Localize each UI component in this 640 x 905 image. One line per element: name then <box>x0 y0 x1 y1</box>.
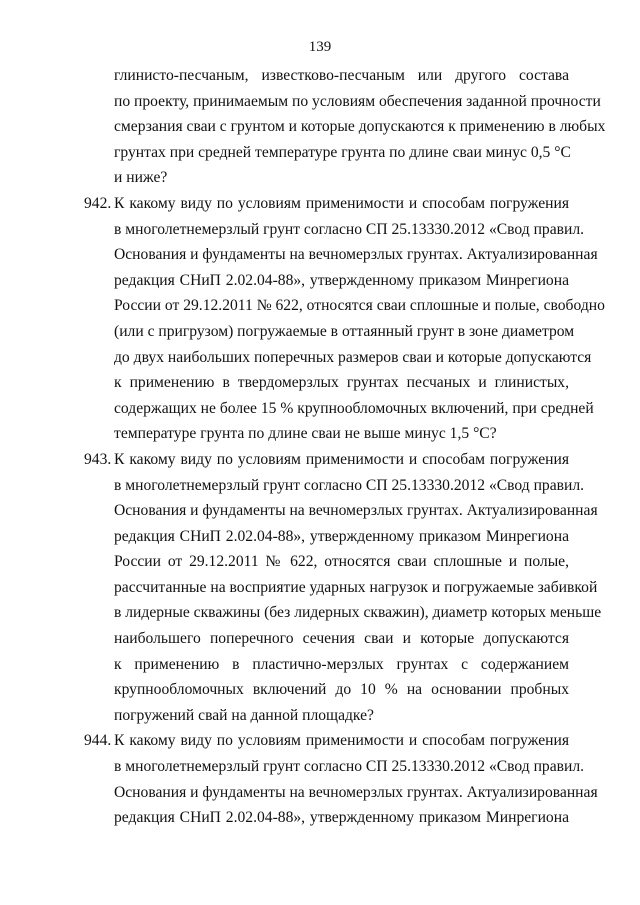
text-line: температуре грунта по длине сваи не выше минус 1,5 °С? <box>114 425 497 443</box>
text-line: редакция СНиП 2.02.04-88», утвержденному приказом Минрегиона <box>114 809 569 827</box>
text-line: наибольшего поперечного сечения сваи и которые допускаются <box>114 630 569 648</box>
text-line: России от 29.12.2011 № 622, относятся сваи сплошные и полые, свободно <box>114 297 605 315</box>
text-line: К какому виду по условиям применимости и способам погружения <box>114 732 569 750</box>
page-number: 139 <box>308 39 332 55</box>
text-line: в многолетнемерзлый грунт согласно СП 25.13330.2012 «Свод правил. <box>114 476 585 494</box>
text-line: погружений свай на данной площадке? <box>114 706 374 724</box>
text-line: К какому виду по условиям применимости и способам погружения <box>114 194 569 212</box>
question-number: 944. <box>84 732 112 750</box>
text-line: глинисто-песчаным, известково-песчаным или другого состава <box>114 67 569 84</box>
document-body <box>84 63 606 831</box>
text-line: смерзания сваи с грунтом и которые допускаются к применению в любых <box>114 118 606 136</box>
question-first-line <box>84 191 569 217</box>
text-line: России от 29.12.2011 № 622, относятся сваи сплошные и полые, <box>114 553 569 571</box>
question-number: 942. <box>84 194 112 212</box>
text-line: (или с пригрузом) погружаемые в оттаянный грунт в зоне диаметром <box>114 322 575 340</box>
question-first-line <box>84 447 569 473</box>
question-number: 943. <box>84 450 112 468</box>
text-line: по проекту, принимаемым по условиям обеспечения заданной прочности <box>114 92 601 110</box>
question-943 <box>84 447 602 729</box>
question-941-continuation <box>84 63 606 191</box>
text-line: редакция СНиП 2.02.04-88», утвержденному приказом Минрегиона <box>114 271 569 289</box>
text-line: Основания и фундаменты на вечномерзлых грунтах. Актуализированная <box>114 783 598 801</box>
text-line: грунтах при средней температуре грунта по длине сваи минус 0,5 °С <box>114 143 571 161</box>
text-line: редакция СНиП 2.02.04-88», утвержденному приказом Минрегиона <box>114 527 569 545</box>
text-line: к применению в твердомерзлых грунтах песчаных и глинистых, <box>114 374 569 392</box>
text-line: в лидерные скважины (без лидерных скважин), диаметр которых меньше <box>114 604 602 622</box>
text-line: и ниже? <box>114 169 168 187</box>
text-line: К какому виду по условиям применимости и способам погружения <box>114 450 569 468</box>
text-line: крупнообломочных включений до 10 % на основании пробных <box>114 681 569 699</box>
text-line: Основания и фундаменты на вечномерзлых грунтах. Актуализированная <box>114 246 598 264</box>
text-line: в многолетнемерзлый грунт согласно СП 25.13330.2012 «Свод правил. <box>114 758 585 776</box>
text-line: содержащих не более 15 % крупнообломочных включений, при средней <box>114 399 594 417</box>
text-line: в многолетнемерзлый грунт согласно СП 25.13330.2012 «Свод правил. <box>114 220 585 238</box>
question-944 <box>84 728 598 830</box>
question-first-line <box>84 728 569 754</box>
text-line: рассчитанные на восприятие ударных нагрузок и погружаемые забивкой <box>114 578 598 596</box>
text-line: к применению в пластично-мерзлых грунтах с содержанием <box>114 655 569 673</box>
text-line: до двух наибольших поперечных размеров сваи и которые допускаются <box>114 348 592 366</box>
text-line: Основания и фундаменты на вечномерзлых грунтах. Актуализированная <box>114 502 598 520</box>
question-942 <box>84 191 605 447</box>
